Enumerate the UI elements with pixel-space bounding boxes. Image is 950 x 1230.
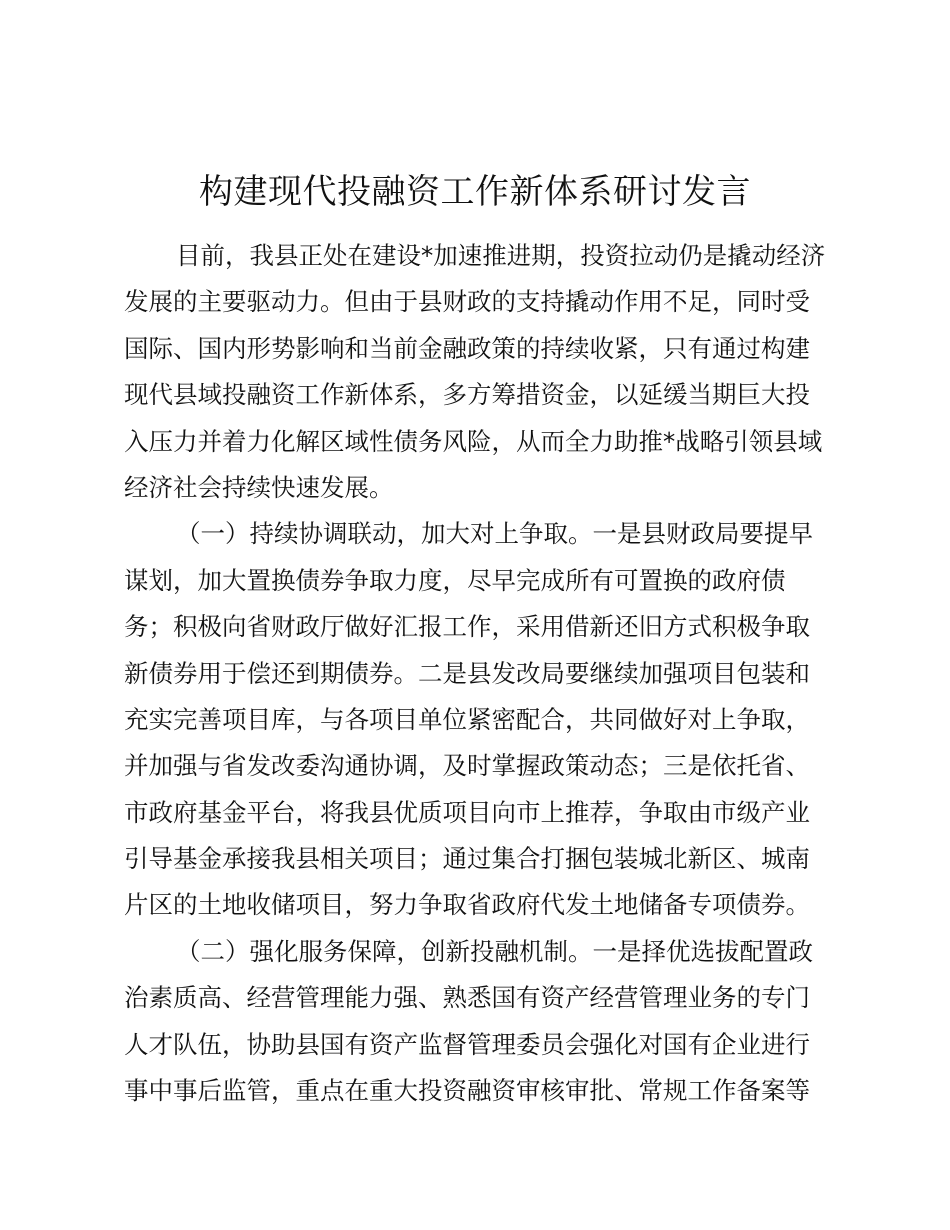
text-line: 事中事后监管，重点在重大投资融资审核审批、常规工作备案等 — [124, 1076, 810, 1106]
text-line: 经济社会持续快速发展。 — [124, 472, 394, 502]
text-line: 发展的主要驱动力。但由于县财政的支持撬动作用不足，同时受 — [124, 287, 810, 317]
text-line: 入压力并着力化解区域性债务风险，从而全力助推*战略引领县域 — [124, 426, 823, 456]
document-title: 构建现代投融资工作新体系研讨发言 — [199, 172, 751, 212]
document-body — [124, 233, 832, 1114]
text-line: 目前，我县正处在建设*加速推进期，投资拉动仍是撬动经济 — [176, 241, 826, 270]
text-line: 国际、国内形势影响和当前金融政策的持续收紧，只有通过构建 — [124, 333, 810, 363]
text-line: （一）持续协调联动，加大对上争取。一是县财政局要提早 — [176, 519, 813, 549]
text-line: 新债券用于偿还到期债券。二是县发改局要继续加强项目包装和 — [124, 658, 810, 688]
text-line: 务；积极向省财政厅做好汇报工作，采用借新还旧方式积极争取 — [124, 612, 810, 642]
text-line: 谋划，加大置换债券争取力度，尽早完成所有可置换的政府债 — [124, 565, 786, 595]
text-line: 治素质高、经营管理能力强、熟悉国有资产经营管理业务的专门 — [124, 983, 810, 1013]
text-line: 并加强与省发改委沟通协调，及时掌握政策动态；三是依托省、 — [124, 751, 810, 781]
text-line: 现代县域投融资工作新体系，多方筹措资金，以延缓当期巨大投 — [124, 380, 810, 410]
text-line: 充实完善项目库，与各项目单位紧密配合，共同做好对上争取， — [124, 704, 810, 734]
text-line: 引导基金承接我县相关项目；通过集合打捆包装城北新区、城南 — [124, 844, 810, 874]
text-line: 市政府基金平台，将我县优质项目向市上推荐，争取由市级产业 — [124, 797, 810, 827]
text-line: 人才队伍，协助县国有资产监督管理委员会强化对国有企业进行 — [124, 1029, 810, 1059]
text-line: 片区的土地收储项目，努力争取省政府代发土地储备专项债券。 — [124, 890, 810, 920]
text-line: （二）强化服务保障，创新投融机制。一是择优选拔配置政 — [176, 936, 813, 966]
